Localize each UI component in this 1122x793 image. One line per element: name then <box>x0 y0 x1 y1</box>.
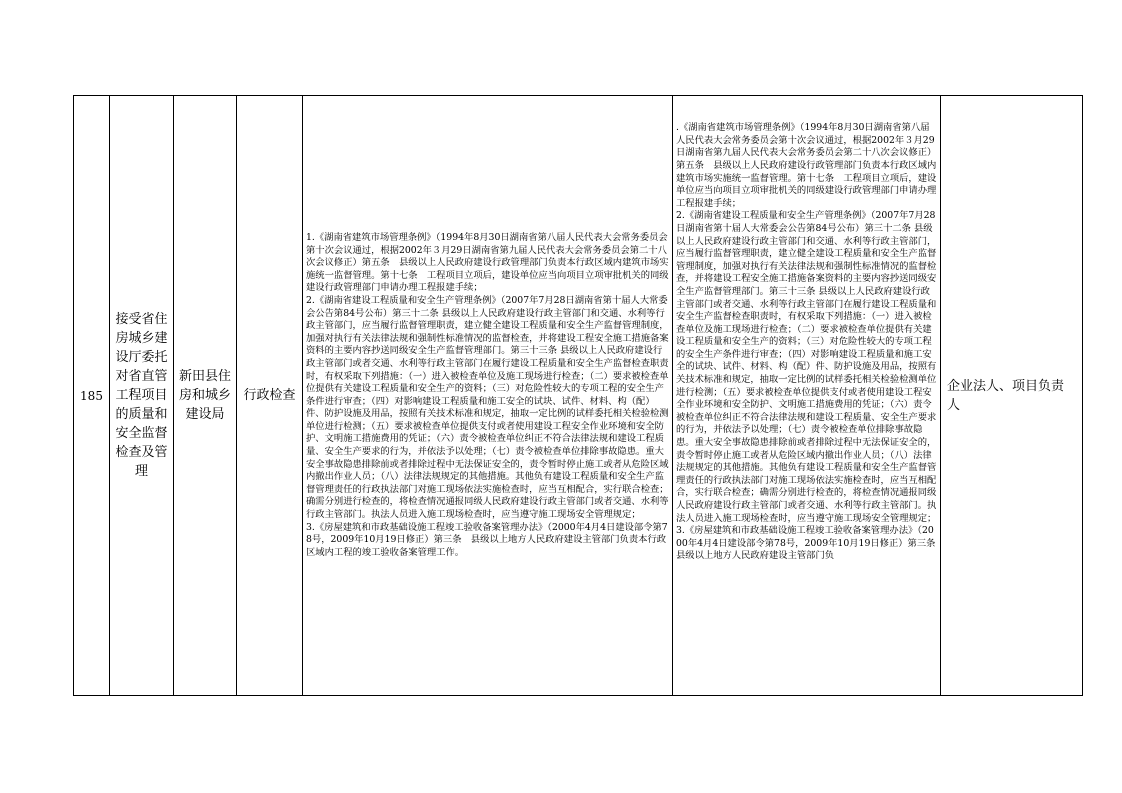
item-type: 行政检查 <box>243 388 296 404</box>
legal-basis-text: 1.《湖南省建筑市场管理条例》（1994年8月30日湖南省第八届人民代表大会常务委员会第十次会议通过，根据2002年３月29日湖南省第九届人民代表大会常务委员会第二十八次会议修正）第五条 县级以上人民政府建设行政管理部门负责本行政区域内建筑市场实施统一监督管理。第十七条 工程项目立项后，建设单位应当向项目立项审批机关的同级建设行政管理部门申请办理工程报建手续； 2.《湖南省建设工程质量和安全生产管理条例》（2007年7月28日湖南省第十届人大常委会公告第84号公布）第三十二条 县级以上人民政府建设行政主管部门和交通、水利等行政主管部门，应当履行监督管理职责，建立健全建设工程质量和安全生产监督管理制度，加强对执行有关法律法规和强制性标准情况的监督检查，并将建设工程安全施工措施备案资料的主要内容抄送同级安全生产监督管理部门。第三十三条 县级以上人民政府建设行政主管部门或者交通、水利等行政主管部门在履行建设工程质量和安全生产监督检查职责时，有权采取下列措施：（一）进入被检查单位及施工现场进行检查；（二）要求被检查单位提供有关建设工程质量和安全生产的资料；（三）对危险性较大的专项工程的安全生产条件进行审查；（四）对影响建设工程质量和施工安全的试块、试件、材料、构（配）件、防护设施及用品，按照有关技术标准和规定，抽取一定比例的试样委托相关检验检测单位进行检测；（五）要求被检查单位提供支付或者使用建设工程安全作业环境和安全防护、文明施工措施费用的凭证；（六）责令被检查单位纠正不符合法律法规和建设工程质量、安全生产要求的行为，并依法予以处理；（七）责令被检查单位排除事故隐患。重大安全事故隐患排除前或者排除过程中无法保证安全的，责令暂时停止施工或者从危险区域内撤出作业人员；（八）法律法规规定的其他措施。其他负有建设工程质量和安全生产监督管理责任的行政执法部门对施工现场依法实施检查时，应当互相配合，实行联合检查；确需分别进行检查的，将检查情况通报同级人民政府建设行政主管部门或者交通、水利等行政主管部门。执法人员进入施工现场检查时，应当遵守施工现场安全管理规定； 3.《房屋建筑和市政基础设施工程竣工验收备案管理办法》（2000年4月4日建设部令第78号，2009年10月19日修正）第三条 县级以上地方人民政府建设主管部门负责本行政区域内工程的竣工验收备案管理工作。 <box>306 231 669 558</box>
power-list-table <box>73 95 1083 696</box>
type-cell <box>237 96 303 696</box>
subject-text: 企业法人、项目负责人 <box>947 378 1065 413</box>
row-number-cell <box>74 96 110 696</box>
item-name: 接受省住房城乡建设厅委托对省直管工程项目的质量和安全监督检查及管理 <box>115 312 168 480</box>
legal-basis-duplicate-text: .《湖南省建筑市场管理条例》（1994年8月30日湖南省第八届人民代表大会常务委员会第十次会议通过，根据2002年３月29日湖南省第九届人民代表大会常务委员会第二十八次会议修正）第五条 县级以上人民政府建设行政管理部门负责本行政区域内建筑市场实施统一监督管理。第十七条 工程项目立项后，建设单位应当向项目立项审批机关的同级建设行政管理部门申请办理工程报建手续； 2.《湖南省建设工程质量和安全生产管理条例》（2007年7月28日湖南省第十届人大常委会公告第84号公布）第三十二条 县级以上人民政府建设行政主管部门和交通、水利等行政主管部门，应当履行监督管理职责，建立健全建设工程质量和安全生产监督管理制度，加强对执行有关法律法规和强制性标准情况的监督检查，并将建设工程安全施工措施备案资料的主要内容抄送同级安全生产监督管理部门。第三十三条 县级以上人民政府建设行政主管部门或者交通、水利等行政主管部门在履行建设工程质量和安全生产监督检查职责时，有权采取下列措施：（一）进入被检查单位及施工现场进行检查；（二）要求被检查单位提供有关建设工程质量和安全生产的资料；（三）对危险性较大的专项工程的安全生产条件进行审查；（四）对影响建设工程质量和施工安全的试块、试件、材料、构（配）件、防护设施及用品，按照有关技术标准和规定，抽取一定比例的试样委托相关检验检测单位进行检测；（五）要求被检查单位提供支付或者使用建设工程安全作业环境和安全防护、文明施工措施费用的凭证；（六）责令被检查单位纠正不符合法律法规和建设工程质量、安全生产要求的行为，并依法予以处理；（七）责令被检查单位排除事故隐患。重大安全事故隐患排除前或者排除过程中无法保证安全的，责令暂时停止施工或者从危险区域内撤出作业人员；（八）法律法规规定的其他措施。其他负有建设工程质量和安全生产监督管理责任的行政执法部门对施工现场依法实施检查时，应当互相配合，实行联合检查；确需分别进行检查的，将检查情况通报同级人民政府建设行政主管部门或者交通、水利等行政主管部门。执法人员进入施工现场检查时，应当遵守施工现场安全管理规定； 3.《房屋建筑和市政基础设施工程竣工验收备案管理办法》（2000年4月4日建设部令第78号，2009年10月19日修正）第三条 县级以上地方人民政府建设主管部门负 <box>676 122 937 562</box>
subject-cell <box>941 96 1083 696</box>
legal-basis-duplicate-cell <box>673 96 941 696</box>
legal-basis-cell <box>303 96 673 696</box>
row-number: 185 <box>80 388 103 403</box>
item-name-cell <box>110 96 174 696</box>
table-row <box>74 96 1083 696</box>
department-cell <box>174 96 237 696</box>
department: 新田县住房和城乡建设局 <box>178 369 231 423</box>
